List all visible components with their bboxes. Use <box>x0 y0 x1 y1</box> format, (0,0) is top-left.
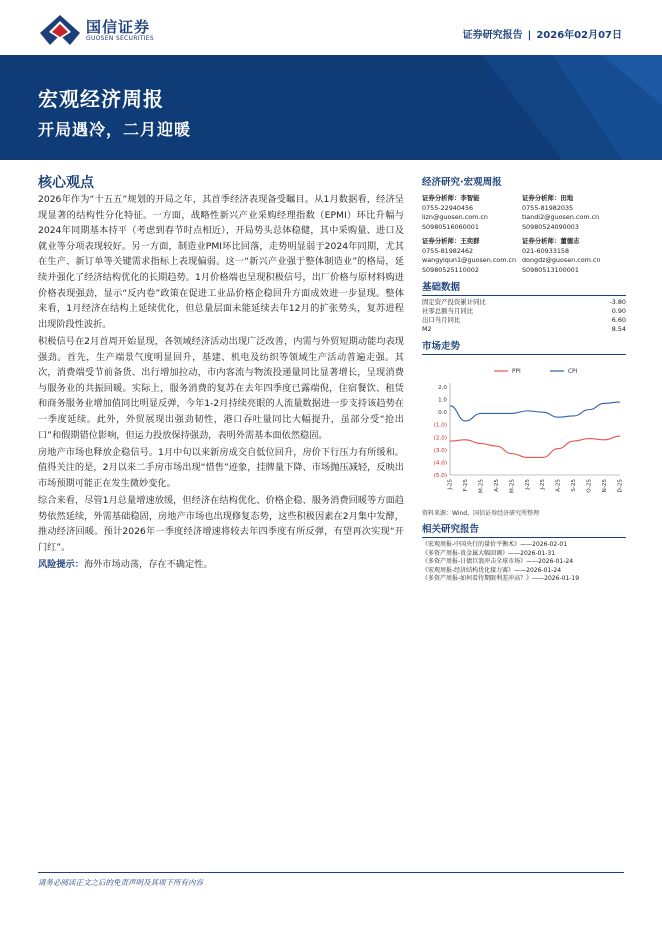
legend-label-ppi: PPI <box>512 369 521 375</box>
x-tick-label: N-25 <box>602 479 609 493</box>
related-item-date: ——2026-01-19 <box>532 575 580 583</box>
logo-text-cn: 国信证券 <box>86 18 151 36</box>
analyst-card <box>422 237 522 275</box>
analyst-license: S0980516060001 <box>422 222 479 231</box>
analyst-phone: 021-60933158 <box>522 246 570 255</box>
related-item-date: ——2026-01-24 <box>514 566 562 574</box>
analyst-grid <box>422 194 626 275</box>
report-date: 2026年02月07日 <box>536 30 622 41</box>
related-item-date: ——2026-01-24 <box>526 558 574 566</box>
analyst-email[interactable]: lizn@guosen.com.cn <box>422 213 488 221</box>
core-paragraph-3: 房地产市场也释放企稳信号。1月中旬以来新房成交自低位回升，房价下行压力有所缓和。值得关注的是，2月以来二手房市场出现“惜售”迹象，挂牌量下降、市场抛压减轻，反映出市场预期可能正在发生微妙变化。 <box>38 446 404 489</box>
analyst-license: S0980525110002 <box>422 265 479 274</box>
related-item[interactable] <box>422 558 626 567</box>
x-tick-label: D-25 <box>617 479 624 493</box>
y-tick-label: (1.0) <box>433 422 447 429</box>
analyst-name: 证券分析师：李智能 <box>422 194 480 202</box>
analyst-card <box>522 194 626 232</box>
related-item-date: ——2026-01-31 <box>508 549 556 557</box>
basic-data-title: 基础数据 <box>422 279 626 296</box>
footer-disclaimer: 请务必阅读正文之后的免责声明及其项下所有内容 <box>38 878 203 887</box>
report-type: 证券研究报告 <box>462 30 523 41</box>
table-row <box>422 316 626 325</box>
analyst-name: 证券分析师：董德志 <box>522 237 580 245</box>
risk-label: 风险提示： <box>38 559 84 571</box>
analyst-email[interactable]: wangyiqun1@guosen.com.cn <box>422 256 517 264</box>
basic-data-value: 8.54 <box>611 325 626 333</box>
analyst-card <box>422 194 522 232</box>
x-tick-label: J-25 <box>524 479 531 490</box>
legend-label-cpi: CPI <box>568 369 578 375</box>
basic-data-label: 固定资产投资累计同比 <box>422 298 486 306</box>
banner-decoration <box>362 55 662 160</box>
table-row <box>422 298 626 307</box>
core-paragraph-1: 2026年作为“十五五”规划的开局之年，其首季经济表现备受瞩目。从1月数据看，经济呈现显著的结构性分化特征。一方面，战略性新兴产业采购经理指数（EPMI）环比升幅与2024年同期基本持平（考虑到春节时点相近），开局势头总体稳健，其中采购量、进口及就业等分项表现较好。另一方面，制造业PMI环比回落，走势明显弱于2024年同期，尤其在生产、新订单等关键需求指标上表现偏弱。这一“新兴产业强于整体制造业”的格局，延续并强化了经济结构优化的长期趋势。1月价格端也呈现积极信号，出厂价格与原材料购进价格表现强劲，显示“反内卷”政策在促进工业品价格企稳回升方面成效进一步显现。整体来看，1月经济在结构上延续优化，但总量层面未能延续去年12月的扩张势头，复苏进程出现阶段性波折。 <box>38 194 404 330</box>
table-row <box>422 325 626 334</box>
footer-divider <box>38 872 624 873</box>
x-tick-label: O-25 <box>586 479 593 493</box>
x-tick-label: A-25 <box>493 479 500 492</box>
x-tick-label: S-25 <box>571 479 578 492</box>
market-trend-chart <box>422 357 626 507</box>
y-tick-label: 2.0 <box>438 385 447 391</box>
related-item-title: 《多资产周报-日债巨浪冲击全球市场》 <box>422 558 527 566</box>
core-paragraph-4: 综合来看，尽管1月总量增速放缓，但经济在结构优化、价格企稳、服务消费回暖等方面趋势依然延续，外需基础稳固，房地产市场也出现修复态势，这些积极因素在2月集中发酵，推动经济回暖。预计2026年一季度经济增速将较去年四季度有所反弹，有望再次实现“开门红”。 <box>38 495 404 553</box>
related-item-date: ——2026-02-01 <box>520 541 568 548</box>
risk-text: 海外市场动荡，存在不确定性。 <box>83 559 213 571</box>
report-meta <box>463 26 622 41</box>
related-item-title: 《多资产周报-贵金属大幅回调》 <box>422 549 509 557</box>
analyst-phone: 0755-81982035 <box>522 203 574 212</box>
trend-chart-svg <box>422 357 626 507</box>
x-tick-label: A-25 <box>555 479 562 492</box>
y-tick-label: 1.0 <box>438 397 447 404</box>
analyst-email[interactable]: dongdz@guosen.com.cn <box>522 256 601 264</box>
y-tick-label: (5.0) <box>433 473 447 479</box>
basic-data-value: -3.80 <box>609 298 626 306</box>
y-tick-label: (2.0) <box>433 435 447 442</box>
analyst-name: 证券分析师：王奕群 <box>422 237 480 245</box>
series-line-ppi <box>450 436 620 457</box>
y-tick-label: (3.0) <box>433 447 447 454</box>
x-tick-label: M-25 <box>478 479 485 493</box>
analyst-phone: 0755-81982462 <box>422 246 474 255</box>
report-subtitle: 开局遇冷，二月迎暖 <box>38 120 192 139</box>
related-item[interactable] <box>422 541 626 550</box>
table-row <box>422 307 626 316</box>
basic-data-label: M2 <box>422 325 432 333</box>
analyst-phone: 0755-22940456 <box>422 203 474 212</box>
sidebar <box>422 174 626 584</box>
meta-divider: | <box>527 30 532 41</box>
report-category: 经济研究·宏观周报 <box>422 177 502 188</box>
core-content <box>38 192 404 574</box>
related-title: 相关研究报告 <box>422 521 626 538</box>
related-item[interactable] <box>422 575 626 584</box>
analyst-name: 证券分析师：田地 <box>522 194 574 202</box>
related-item[interactable] <box>422 550 626 559</box>
core-heading: 核心观点 <box>38 175 94 191</box>
basic-data-value: 6.60 <box>611 316 626 324</box>
related-list <box>422 541 626 584</box>
x-tick-label: J-25 <box>540 479 547 490</box>
chart-source: 资料来源：Wind、国信证券经济研究所整理 <box>422 510 540 517</box>
related-item-title: 《宏观周报-中国央行的量价平衡术》 <box>422 541 521 548</box>
basic-data-label: 社零总额当月同比 <box>422 307 474 315</box>
x-tick-label: M-25 <box>509 479 516 493</box>
risk-note <box>38 557 404 573</box>
y-tick-label: 0.0 <box>438 410 447 417</box>
top-bar <box>0 0 662 56</box>
market-trend-title: 市场走势 <box>422 338 626 355</box>
x-tick-label: F-25 <box>462 479 469 492</box>
x-tick-label: J-25 <box>447 479 454 490</box>
related-item-title: 《宏观周报-经济结构优化接力赛》 <box>422 566 515 574</box>
y-tick-label: (4.0) <box>433 460 447 467</box>
analyst-license: S0980524090003 <box>522 222 579 231</box>
guosen-logo-icon <box>40 15 80 45</box>
basic-data-label: 出口当月同比 <box>422 316 461 324</box>
core-paragraph-2: 积极信号在2月首周开始显现，各领域经济活动出现广泛改善，内需与外贸短期动能均表现强劲。首先，生产端景气度明显回升，基建、机电及纺织等领域生产活动普遍走强。其次，消费端受节前备货、出行增加拉动，市内客流与物流投递量同比显著增长，呈现消费与服务业的共振回暖。实际上，服务消费的复苏在去年四季度已露端倪，住宿餐饮、租赁和商务服务业增加值同比明显反弹，今年1-2月持续亮眼的人流量数据进一步支持该趋势在一季度延续。此外，外贸展现出强劲韧性，港口吞吐量同比大幅提升，虽部分受“抢出口”和假期错位影响，但运力投放保持强劲，表明外需基本面依然稳固。 <box>38 335 404 441</box>
title-banner <box>0 55 662 160</box>
analyst-card <box>522 237 626 275</box>
analyst-license: S0980513100001 <box>522 265 579 274</box>
basic-data-value: 0.90 <box>611 307 626 315</box>
basic-data-table <box>422 298 626 334</box>
related-item-title: 《多资产周报-如何看待期限利差冲高？》 <box>422 575 533 583</box>
series-line-cpi <box>450 402 620 421</box>
report-title: 宏观经济周报 <box>38 87 164 111</box>
logo-text-en: GUOSEN SECURITIES <box>86 35 155 42</box>
analyst-email[interactable]: tiandi2@guosen.com.cn <box>522 213 600 221</box>
